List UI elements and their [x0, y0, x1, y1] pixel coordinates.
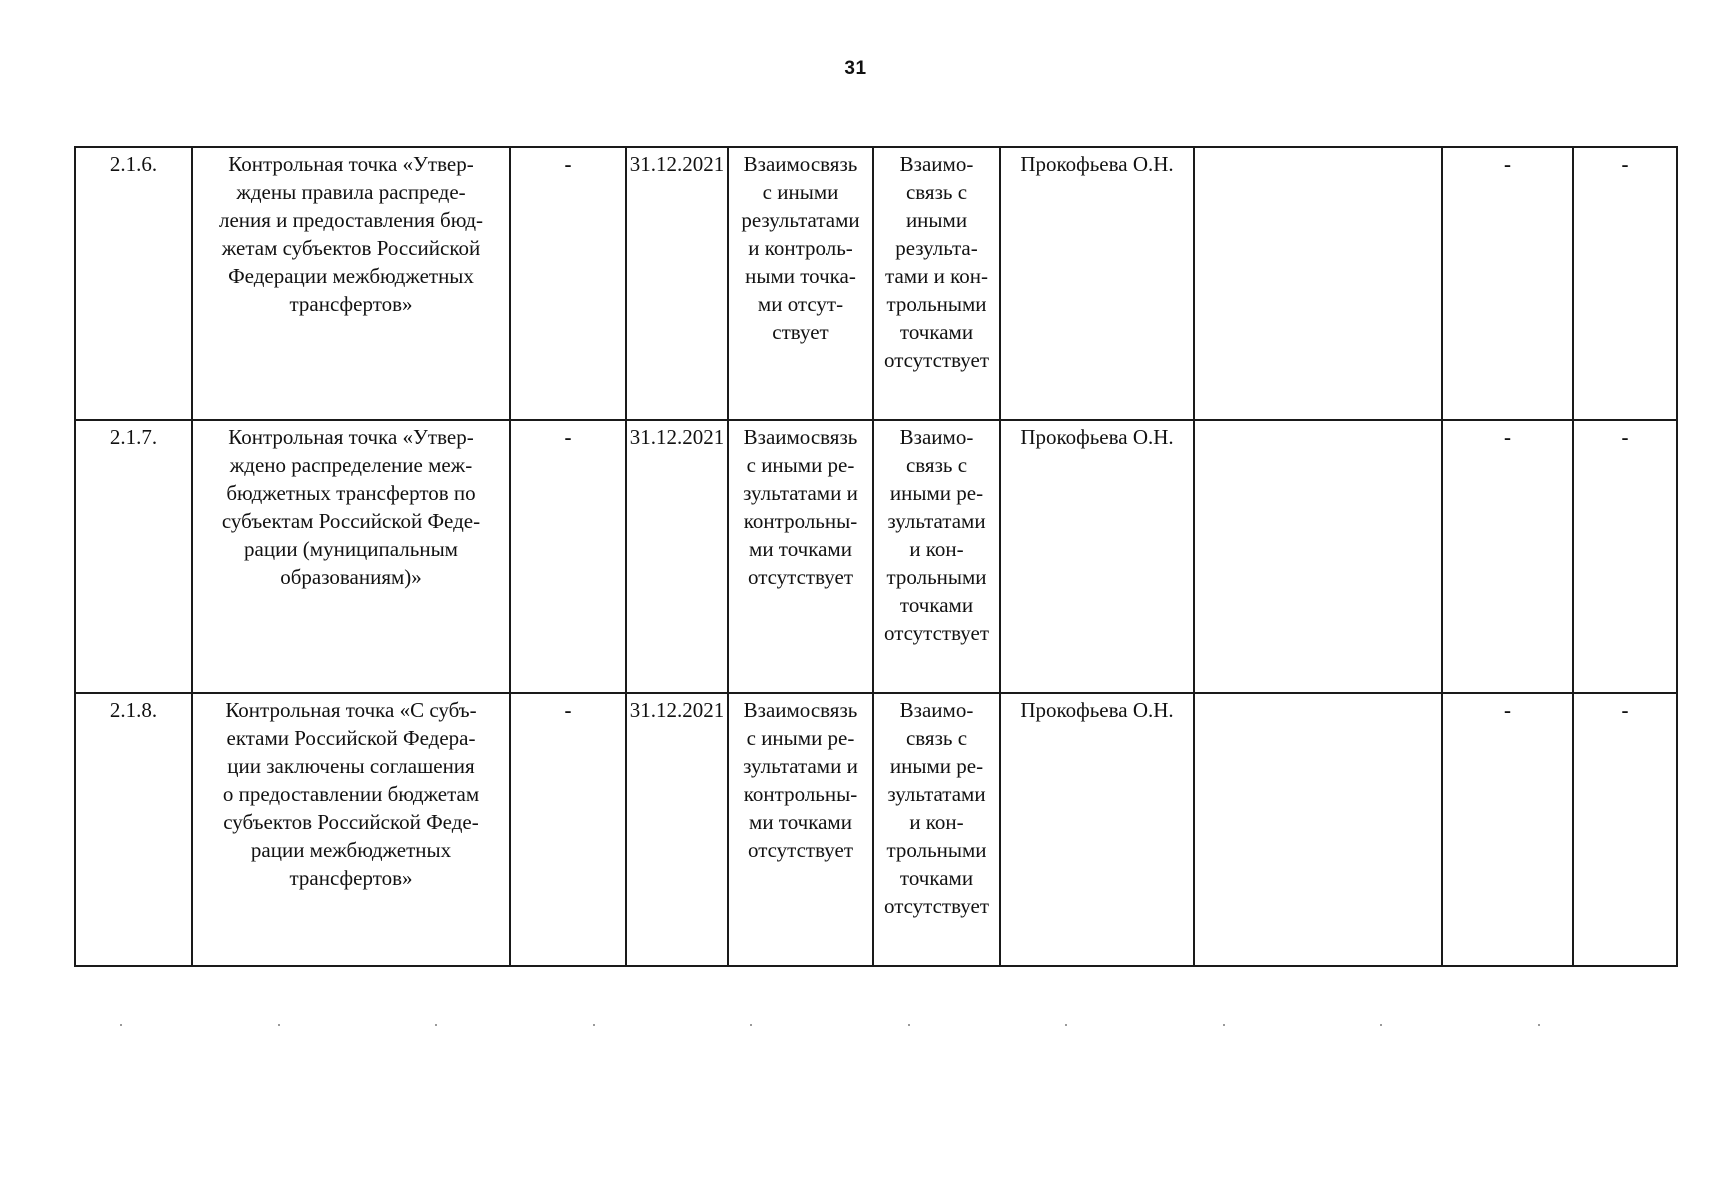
- cell-relation-2-line: связь с: [905, 180, 968, 204]
- cell-relation-line: зультатами и: [743, 481, 858, 505]
- cell-relation-2-line: зультатами: [887, 509, 986, 533]
- cell-name-line: Контрольная точка «Утвер-: [228, 152, 474, 176]
- cell-end-date: 31.12.2021: [626, 420, 728, 693]
- cell-dash-b: -: [1573, 147, 1677, 420]
- cell-relation-2-line: точками: [899, 866, 974, 890]
- cell-number: 2.1.6.: [75, 147, 192, 420]
- table-row: [75, 420, 1677, 693]
- cell-relation-2-line: отсутствует: [883, 894, 990, 918]
- cell-relation-2-line: иными: [905, 208, 968, 232]
- cell-dash-a: -: [1442, 693, 1573, 966]
- cell-dash-b: -: [1573, 420, 1677, 693]
- cell-name-line: ждено распределение меж-: [229, 453, 473, 477]
- table-body: [75, 147, 1677, 966]
- cell-relation-2-line: Взаимо-: [899, 152, 974, 176]
- cell-responsible: Прокофьева О.Н.: [1000, 693, 1194, 966]
- cell-name-line: о предоставлении бюджетам: [222, 782, 480, 806]
- cell-relation-2-line: трольными: [886, 292, 987, 316]
- cell-number: 2.1.8.: [75, 693, 192, 966]
- cell-dash-a: -: [1442, 147, 1573, 420]
- cell-relation-2-line: связь с: [905, 726, 968, 750]
- cell-relation-line: результатами: [741, 208, 860, 232]
- cell-relation-2: [873, 420, 1000, 693]
- cell-relation-line: с иными ре-: [746, 726, 855, 750]
- table-row: [75, 147, 1677, 420]
- cell-relation-2-line: зультатами: [887, 782, 986, 806]
- cell-relation-2-line: точками: [899, 320, 974, 344]
- cell-relation-2-line: тами и кон-: [885, 264, 988, 288]
- scan-dots: [120, 1024, 1540, 1026]
- cell-name-line: Федерации межбюджетных: [228, 264, 474, 288]
- cell-responsible: Прокофьева О.Н.: [1000, 147, 1194, 420]
- cell-name-line: ции заключены соглашения: [227, 754, 475, 778]
- cell-relation-line: отсутствует: [747, 565, 854, 589]
- cell-start-date: -: [510, 693, 626, 966]
- cell-relation-2-line: иными ре-: [889, 754, 984, 778]
- cell-name-line: субъектам Российской Феде-: [221, 509, 481, 533]
- cell-name-line: рации (муниципальным: [244, 537, 458, 561]
- cell-relation-line: Взаимосвязь: [743, 152, 858, 176]
- cell-relation-line: и контроль-: [748, 236, 853, 260]
- cell-responsible: Прокофьева О.Н.: [1000, 420, 1194, 693]
- cell-end-date: 31.12.2021: [626, 693, 728, 966]
- cell-relation-line: Взаимосвязь: [743, 425, 858, 449]
- cell-relation: [728, 693, 873, 966]
- cell-name-line: трансфертов»: [289, 292, 413, 316]
- cell-relation-2-line: иными ре-: [889, 481, 984, 505]
- cell-name: [192, 420, 510, 693]
- cell-relation-line: ными точка-: [745, 264, 856, 288]
- cell-name: [192, 147, 510, 420]
- cell-name-line: образованиям)»: [280, 565, 422, 589]
- cell-end-date: 31.12.2021: [626, 147, 728, 420]
- cell-relation-line: ми точками: [749, 537, 852, 561]
- cell-name-line: рации межбюджетных: [250, 838, 452, 862]
- cell-empty: [1194, 147, 1442, 420]
- cell-relation-2-line: Взаимо-: [899, 698, 974, 722]
- cell-relation-line: ми отсут-: [757, 292, 844, 316]
- cell-name-line: субъектов Российской Феде-: [223, 810, 479, 834]
- cell-relation-2-line: отсутствует: [883, 348, 990, 372]
- cell-relation-2-line: отсутствует: [883, 621, 990, 645]
- cell-relation-2-line: связь с: [905, 453, 968, 477]
- cell-start-date: -: [510, 147, 626, 420]
- cell-relation-2-line: Взаимо-: [899, 425, 974, 449]
- cell-relation-2-line: результа-: [895, 236, 978, 260]
- cell-relation-2-line: точками: [899, 593, 974, 617]
- cell-relation-line: отсутствует: [747, 838, 854, 862]
- cell-relation: [728, 420, 873, 693]
- cell-relation: [728, 147, 873, 420]
- cell-name-line: ления и предоставления бюд-: [218, 208, 484, 232]
- cell-start-date: -: [510, 420, 626, 693]
- cell-dash-b: -: [1573, 693, 1677, 966]
- cell-relation-2-line: и кон-: [909, 537, 964, 561]
- cell-name-line: Контрольная точка «Утвер-: [228, 425, 474, 449]
- cell-relation-line: Взаимосвязь: [743, 698, 858, 722]
- cell-relation-2-line: трольными: [886, 838, 987, 862]
- cell-name-line: трансфертов»: [289, 866, 413, 890]
- cell-name-line: жетам субъектов Российской: [221, 236, 481, 260]
- cell-number: 2.1.7.: [75, 420, 192, 693]
- table-row: [75, 693, 1677, 966]
- cell-relation-line: зультатами и: [743, 754, 858, 778]
- cell-name-line: ждены правила распреде-: [236, 180, 466, 204]
- cell-empty: [1194, 693, 1442, 966]
- page-number: 31: [844, 58, 867, 79]
- cell-relation-line: ствует: [772, 320, 829, 344]
- control-points-table: [74, 146, 1678, 967]
- cell-name: [192, 693, 510, 966]
- cell-relation-2: [873, 147, 1000, 420]
- cell-relation-line: ми точками: [749, 810, 852, 834]
- cell-name-line: ектами Российской Федера-: [226, 726, 476, 750]
- cell-dash-a: -: [1442, 420, 1573, 693]
- cell-relation-2-line: и кон-: [909, 810, 964, 834]
- cell-name-line: Контрольная точка «С субъ-: [225, 698, 477, 722]
- cell-relation-line: с иными ре-: [746, 453, 855, 477]
- cell-relation-2-line: трольными: [886, 565, 987, 589]
- cell-relation-line: контрольны-: [743, 509, 858, 533]
- cell-relation-line: контрольны-: [743, 782, 858, 806]
- cell-relation-line: с иными: [762, 180, 839, 204]
- cell-name-line: бюджетных трансфертов по: [226, 481, 476, 505]
- cell-empty: [1194, 420, 1442, 693]
- cell-relation-2: [873, 693, 1000, 966]
